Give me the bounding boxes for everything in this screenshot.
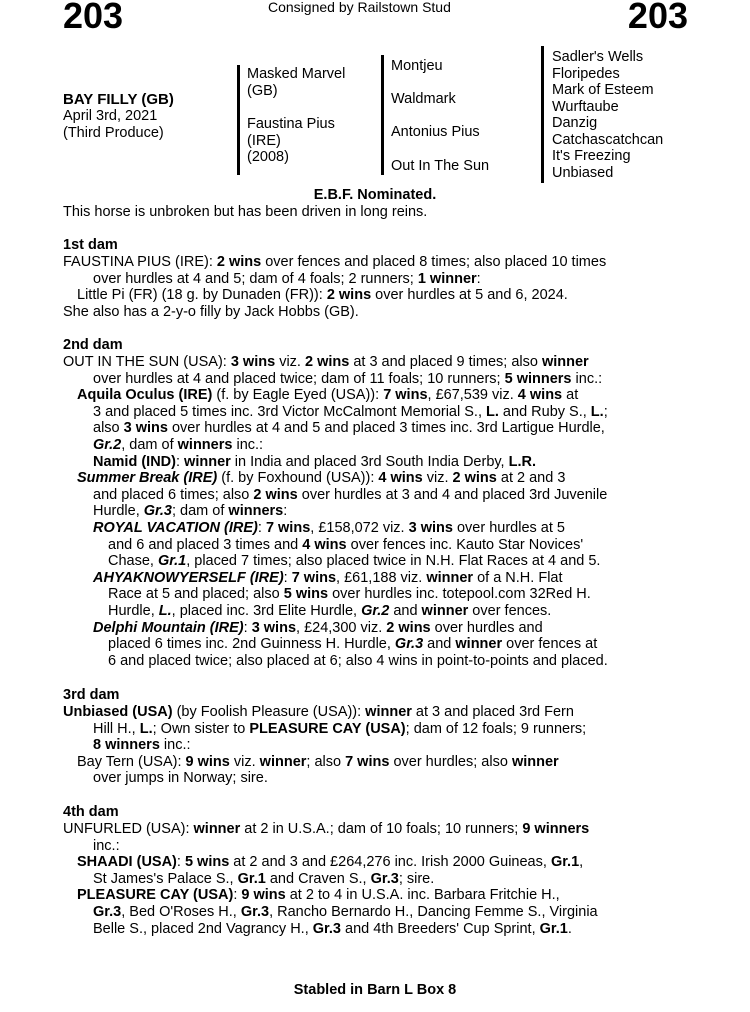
horse-note: This horse is unbroken but has been driven in long reins. [63,204,428,220]
pedigree-sire: Masked Marvel (GB) [247,66,346,99]
pedigree-bar-3 [541,46,544,183]
produce-note: (Third Produce) [63,125,164,141]
pedigree-dam: Faustina Pius (IRE) (2008) [247,116,335,165]
pedigree-bar-1 [237,65,240,175]
pedigree-granddam-maternal: Out In The Sun [391,158,490,174]
ebf-nomination: E.B.F. Nominated. [313,187,437,203]
dam3-body: Unbiased (USA) (by Foolish Pleasure (USA)): winner at 3 and placed 3rd Fern Hill H., L.; Own sister to PLEASURE CAY (USA); dam of 12 foals; 9 runners; 8 winners inc.: Bay Tern (USA): 9 wins viz. winner; also 7 wins over hurdles; also winner over jumps in Norway; sire. [63,704,587,787]
foaling-date: April 3rd, 2021 [63,108,158,124]
pedigree-grandsire-paternal: Montjeu [391,58,443,74]
dam4-body: UNFURLED (USA): winner at 2 in U.S.A.; dam of 10 foals; 10 runners; 9 winners inc.: SHAADI (USA): 5 wins at 2 and 3 and £264,276 inc. Irish 2000 Guineas, Gr.1, St James's Palace S., Gr.1 and Craven S., Gr.3; sire. PLEASURE CAY (USA): 9 wins at 2 to 4 in U.S.A. inc. Barbara Fritchie H., Gr.3, Bed O'Roses H., Gr.3, Rancho Bernardo H., Dancing Femme S., Virginia Belle S., placed 2nd Vagrancy H., Gr.3 and 4th Breeders' Cup Sprint, Gr.1. [63,821,598,937]
dam1-body: FAUSTINA PIUS (IRE): 2 wins over fences and placed 8 times; also placed 10 times over hurdles at 4 and 5; dam of 4 foals; 2 runners; 1 winner: Little Pi (FR) (18 g. by Dunaden (FR)): 2 wins over hurdles at 5 and 6, 2024. She also has a 2-y-o filly by Jack Hobbs (GB). [63,254,607,320]
dam2-body: OUT IN THE SUN (USA): 3 wins viz. 2 wins at 3 and placed 9 times; also winner over hurdles at 4 and placed twice; dam of 11 foals; 10 runners; 5 winners inc.: Aquila Oculus (IRE) (f. by Eagle Eyed (USA)): 7 wins, £67,539 viz. 4 wins at 3 and placed 5 times inc. 3rd Victor McCalmont Memorial S., L. and Ruby S., L.; also 3 wins over hurdles at 4 and 5 and placed 3 times inc. 3rd Lartigue Hurdle, Gr.2, dam of winners inc.: Namid (IND): winner in India and placed 3rd South India Derby, L.R. Summer Break (IRE) (f. by Foxhound (USA)): 4 wins viz. 2 wins at 2 and 3 and placed 6 times; also 2 wins over hurdles at 3 and 4 and placed 3rd Juvenile Hurdle, Gr.3; dam of winners: ROYAL VACATION (IRE): 7 wins, £158,072 viz. 3 wins over hurdles at 5 and 6 and placed 3 times and 4 wins over fences inc. Kauto Star Novices' Chase, Gr.1, placed 7 times; also placed twice in N.H. Flat Races at 4 and 5. AHYAKNOWYERSELF (IRE): 7 wins, £61,188 viz. winner of a N.H. Flat Race at 5 and placed; also 5 wins over hurdles inc. totepool.com 32Red H. Hurdle, L., placed inc. 3rd Elite Hurdle, Gr.2 and winner over fences. Delphi Mountain (IRE): 3 wins, £24,300 viz. 2 wins over hurdles and placed 6 times inc. 2nd Guinness H. Hurdle, Gr.3 and winner over fences at 6 and placed twice; also placed at 6; also 4 wins in point-to-points and placed. [63,354,608,669]
section-3rd-dam: 3rd dam [63,687,120,703]
stabling-location: Stabled in Barn L Box 8 [293,982,457,998]
pedigree-granddam-paternal: Waldmark [391,91,456,107]
lot-number-right: 203 [627,0,688,36]
section-1st-dam: 1st dam [63,237,118,253]
lot-number-left: 203 [63,0,124,36]
pedigree-grandsire-maternal: Antonius Pius [391,124,480,140]
horse-name: BAY FILLY (GB) [63,91,174,108]
pedigree-bar-2 [381,55,384,175]
section-2nd-dam: 2nd dam [63,337,123,353]
consignor: Consigned by Railstown Stud [268,0,451,15]
section-4th-dam: 4th dam [63,804,119,820]
pedigree-great-grandparents: Sadler's Wells Floripedes Mark of Esteem Wurftaube Danzig Catchascatchcan It's Freezing Unbiased [552,49,664,181]
